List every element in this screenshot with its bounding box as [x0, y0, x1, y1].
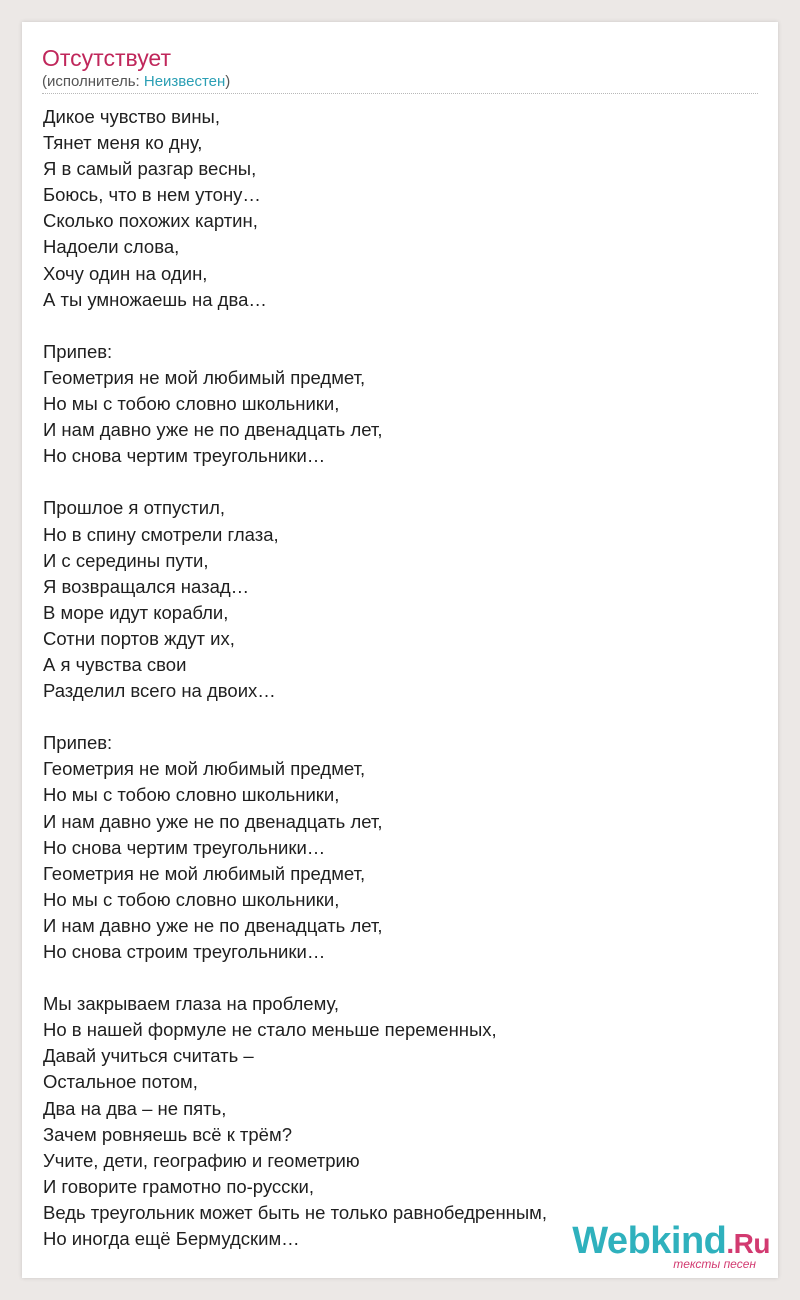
stanza-break	[43, 965, 743, 991]
lyric-line: Но снова чертим треугольники…	[43, 445, 326, 467]
logo-tagline: тексты песен	[673, 1257, 756, 1271]
lyric-line: Два на два – не пять,	[43, 1097, 227, 1119]
lyrics-card	[22, 22, 778, 1278]
lyric-line: Я возвращался назад…	[43, 575, 250, 597]
lyric-line: Но в нашей формуле не стало меньше переменных,	[43, 1019, 497, 1041]
lyric-line: Остальное потом,	[43, 1071, 198, 1093]
lyric-line: Припев:	[43, 732, 113, 754]
lyric-line: Но снова чертим треугольники…	[43, 836, 326, 858]
lyric-line: Припев:	[43, 340, 113, 362]
lyric-line: Но мы с тобою словно школьники,	[43, 784, 340, 806]
lyric-line: Но в спину смотрели глаза,	[43, 523, 279, 545]
lyric-line: В море идут корабли,	[43, 601, 229, 623]
lyric-line: Боюсь, что в нем утону…	[43, 184, 261, 206]
lyric-line: Сотни портов ждут их,	[43, 627, 235, 649]
lyric-line: Зачем ровняешь всё к трём?	[43, 1123, 292, 1145]
lyric-line: Давай учиться считать –	[43, 1045, 254, 1067]
lyric-line: А я чувства свои	[43, 653, 187, 675]
lyric-line: Геометрия не мой любимый предмет,	[43, 758, 366, 780]
lyric-line: Дикое чувство вины,	[43, 106, 220, 127]
artist-suffix: )	[225, 73, 231, 90]
lyric-line: Хочу один на один,	[43, 262, 208, 284]
lyrics-text	[43, 104, 743, 1252]
lyric-line: Тянет меня ко дну,	[43, 132, 203, 154]
stanza-break	[43, 313, 743, 339]
lyric-line: Прошлое я отпустил,	[43, 497, 226, 519]
stanza-break	[43, 469, 743, 495]
lyric-line: И нам давно уже не по двенадцать лет,	[43, 419, 383, 441]
lyric-line: Сколько похожих картин,	[43, 210, 258, 232]
site-logo[interactable]	[570, 1220, 770, 1274]
artist-prefix: (исполнитель:	[42, 73, 144, 90]
lyric-line: Но мы с тобою словно школьники,	[43, 888, 340, 910]
artist-line	[42, 73, 230, 91]
lyric-line: Геометрия не мой любимый предмет,	[43, 366, 366, 388]
song-title: Отсутствует	[42, 45, 171, 71]
lyric-line: Но мы с тобою словно школьники,	[43, 393, 340, 415]
lyric-line: Разделил всего на двоих…	[43, 680, 276, 702]
title-divider	[42, 93, 758, 94]
artist-link[interactable]: Неизвестен	[143, 73, 226, 90]
lyric-line: И говорите грамотно по-русски,	[43, 1175, 314, 1197]
lyric-line: Учите, дети, географию и геометрию	[43, 1149, 360, 1171]
stanza-break	[43, 704, 743, 730]
lyric-line: Ведь треугольник может быть не только равнобедренным,	[43, 1201, 548, 1223]
lyric-line: Геометрия не мой любимый предмет,	[43, 862, 366, 884]
lyric-line: Но снова строим треугольники…	[43, 941, 326, 962]
lyric-line: И нам давно уже не по двенадцать лет,	[43, 914, 383, 936]
lyric-line: И нам давно уже не по двенадцать лет,	[43, 810, 383, 832]
lyric-line: Надоели слова,	[43, 236, 180, 258]
lyric-line: А ты умножаешь на два…	[43, 288, 267, 310]
logo-tld: .Ru	[726, 1228, 770, 1259]
lyric-line: Мы закрываем глаза на проблему,	[43, 993, 340, 1015]
lyric-line: И с середины пути,	[43, 549, 209, 571]
logo-brand: Webkind	[572, 1220, 727, 1262]
lyric-line: Я в самый разгар весны,	[43, 158, 257, 180]
lyric-line: Но иногда ещё Бермудским…	[43, 1228, 300, 1250]
